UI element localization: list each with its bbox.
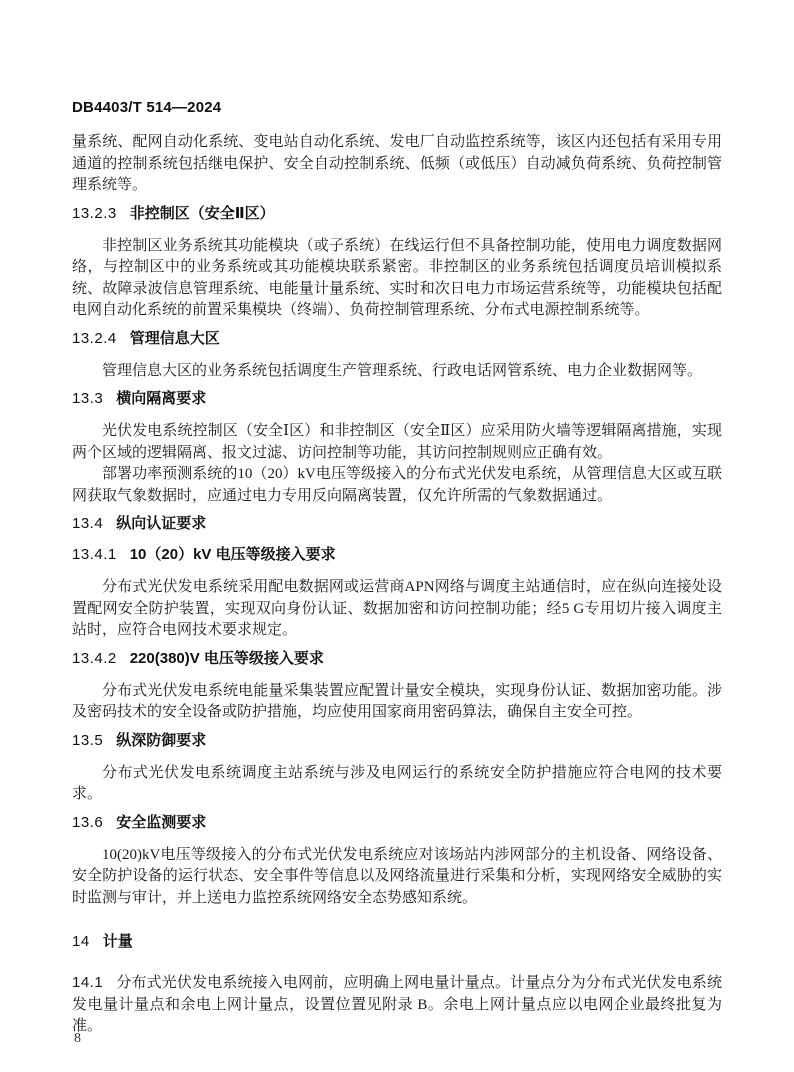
chapter-heading-14 [72,933,722,950]
paragraph: 分布式光伏发电系统调度主站系统与涉及电网运行的系统安全防护措施应符合电网的技术要求。 [72,764,722,802]
section-heading-13-2-3 [72,205,722,222]
section-heading-13-4-2 [72,650,722,667]
page-number: 8 [74,1031,81,1046]
section-heading-13-3 [72,390,722,407]
paragraph: 非控制区业务系统其功能模块（或子系统）在线运行但不具备控制功能，使用电力调度数据网络，与控制区中的业务系统或其功能模块联系紧密。非控制区的业务系统包括调度员培训模拟系统、故障录波信息管理系统、电能量计量系统、实时和次日电力市场运营系统等，功能模块包括配电网自动化系统的前置采集模块（终端）、负荷控制管理系统、分布式电源控制系统等。 [72,237,722,318]
clause-paragraph-14-1 [72,972,722,1038]
section-title: 纵向认证要求 [116,515,207,532]
section-title: 纵深防御要求 [116,731,207,749]
section-number: 13.6 [72,813,104,831]
chapter-number: 14 [72,933,90,950]
section-title: 横向隔离要求 [116,390,207,407]
section-title: 10（20）kV 电压等级接入要求 [129,546,336,563]
paragraph: 光伏发电系统控制区（安全Ⅰ区）和非控制区（安全Ⅱ区）应采用防火墙等逻辑隔离措施，实现两个区域的逻辑隔离、报文过滤、访问控制等功能，其访问控制规则应正确有效。 [72,423,722,461]
paragraph: 分布式光伏发电系统电能量采集装置应配置计量安全模块，实现身份认证、数据加密功能。涉及密码技术的安全设备或防护措施，均应使用国家商用密码算法，确保自主安全可控。 [72,682,722,720]
clause-number: 14.1 [72,974,104,991]
section-title: 安全监测要求 [116,813,207,831]
section-heading-13-2-4 [72,330,722,347]
paragraph: 管理信息大区的业务系统包括调度生产管理系统、行政电话网管系统、电力企业数据网等。 [102,362,703,379]
section-number: 13.2.3 [72,204,117,222]
section-number: 13.2.4 [72,329,117,347]
section-number: 13.5 [72,731,104,749]
section-number: 13.4.1 [72,546,117,563]
section-title: 非控制区（安全Ⅱ区） [129,204,275,222]
chapter-title: 计量 [102,933,133,950]
paragraph: 量系统、配网自动化系统、变电站自动化系统、发电厂自动监控系统等，该区内还包括有采用专用通道的控制系统包括继电保护、安全自动控制系统、低频（或低压）自动减负荷系统、负荷控制管理系统等。 [72,134,722,193]
section-heading-13-6 [72,814,722,831]
document-body [72,0,722,1038]
section-number: 13.3 [72,390,104,407]
standard-code-header: DB4403/T 514—2024 [72,99,222,116]
paragraph: 部署功率预测系统的10（20）kV电压等级接入的分布式光伏发电系统，从管理信息大区或互联网获取气象数据时，应通过电力专用反向隔离装置，仅允许所需的气象数据通过。 [72,466,722,504]
clause-text: 分布式光伏发电系统接入电网前，应明确上网电量计量点。计量点分为分布式光伏发电系统发电量计量点和余电上网计量点，设置位置见附录 B。余电上网计量点应以电网企业最终批复为准。 [72,975,722,1034]
section-heading-13-5 [72,732,722,749]
section-number: 13.4.2 [72,649,117,667]
paragraph: 10(20)kV电压等级接入的分布式光伏发电系统应对该场站内涉网部分的主机设备、网络设备、安全防护设备的运行状态、安全事件等信息以及网络流量进行采集和分析，实现网络安全威胁的实时监测与审计，并上送电力监控系统网络安全态势感知系统。 [72,846,722,906]
section-title: 220(380)V 电压等级接入要求 [129,649,324,667]
section-number: 13.4 [72,515,104,532]
section-heading-13-4-1 [72,546,722,563]
paragraph: 分布式光伏发电系统采用配电数据网或运营商APN网络与调度主站通信时，应在纵向连接处设置配网安全防护装置，实现双向身份认证、数据加密和访问控制功能；经5 G专用切片接入调度主站时，应符合电网技术要求规定。 [72,579,722,638]
section-heading-13-4 [72,515,722,532]
section-title: 管理信息大区 [129,329,220,347]
